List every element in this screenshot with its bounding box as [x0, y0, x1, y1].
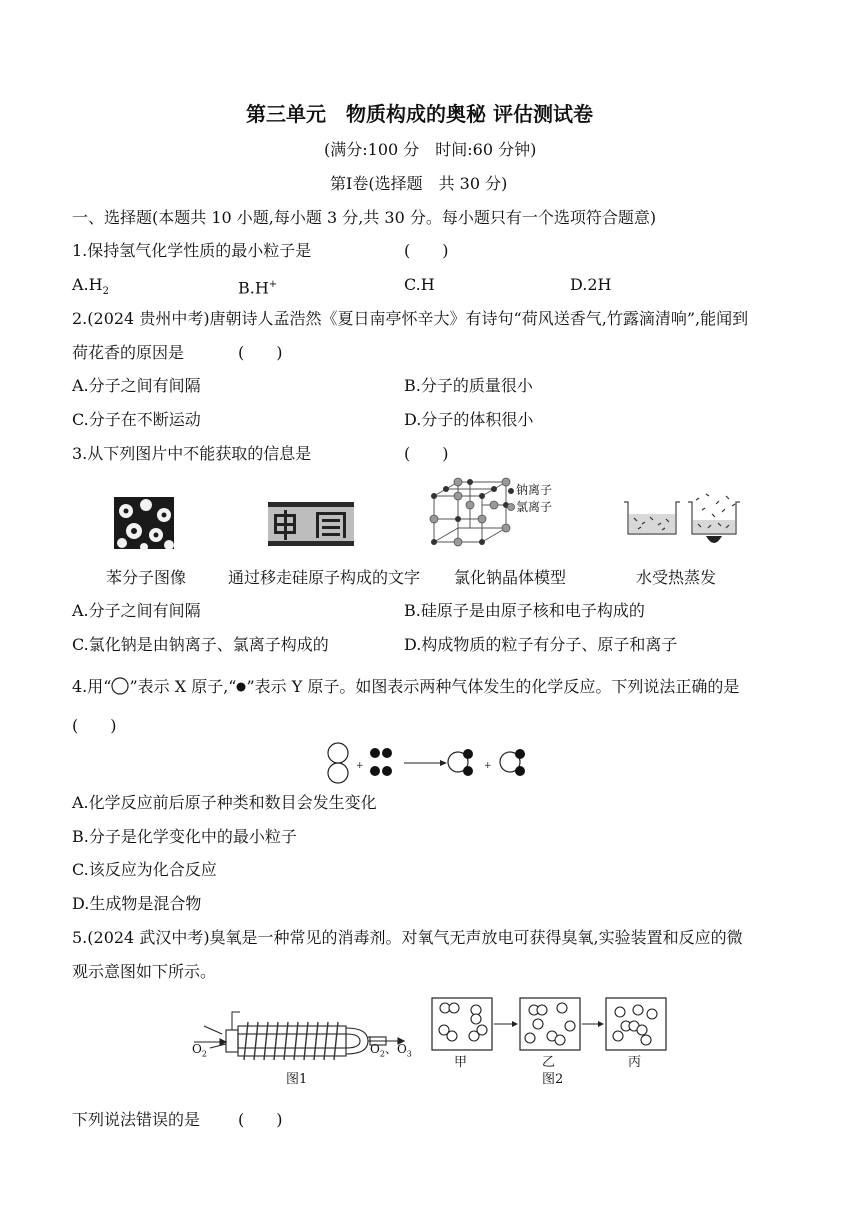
q2-option-a: A.分子之间有间隔: [72, 376, 201, 395]
q3-blank: ( ): [404, 444, 449, 463]
legend-na: 钠离子: [516, 483, 553, 497]
svg-text:+: +: [356, 761, 364, 771]
q5-input-label-sub: 2: [201, 1049, 207, 1059]
q2-blank: ( ): [238, 343, 283, 362]
q1-stem: 1.保持氢气化学性质的最小粒子是: [72, 241, 312, 260]
q4-option-a: A.化学反应前后原子种类和数目会发生变化: [72, 793, 377, 812]
q3-option-a: A.分子之间有间隔: [72, 601, 201, 620]
q5-stem-line2: 观示意图如下所示。: [72, 962, 217, 981]
q3-option-d: D.构成物质的粒子有分子、原子和离子: [404, 635, 678, 654]
water-evaporation-image: [622, 490, 746, 552]
q1-option-b: [238, 275, 277, 298]
q3-caption-4: 水受热蒸发: [636, 568, 717, 587]
page-title: 第三单元 物质构成的奥秘 评估测试卷: [246, 102, 593, 126]
q1-option-b-sup: +: [268, 279, 278, 290]
q2-stem-line1: 2.(2024 贵州中考)唐朝诗人孟浩然《夏日南亭怀辛大》有诗句“荷风送香气,竹露滴清响”,能闻到: [72, 309, 749, 328]
q4-option-c: C.该反应为化合反应: [72, 860, 217, 879]
legend-cl: 氯离子: [516, 500, 553, 514]
q3-caption-3: 氯化钠晶体模型: [454, 568, 567, 587]
q5-stem-line1: 5.(2024 武汉中考)臭氧是一种常见的消毒剂。对氧气无声放电可获得臭氧,实验装置和反应的微: [72, 928, 743, 947]
q5-box-label-2: 乙: [542, 1055, 556, 1070]
legend-markers: [507, 487, 515, 513]
q5-box-label-3: 丙: [628, 1055, 642, 1070]
q1-option-a-sub: 2: [102, 286, 109, 298]
q4-reaction-diagram: [326, 742, 532, 784]
q2-option-b: B.分子的质量很小: [404, 376, 533, 395]
q1-option-d: D.2H: [570, 275, 612, 294]
nacl-crystal-model: [432, 480, 512, 544]
svg-text:+: +: [484, 761, 492, 771]
q4-blank: ( ): [72, 716, 117, 735]
q3-caption-1: 苯分子图像: [106, 568, 187, 587]
q2-stem-line2: 荷花香的原因是: [72, 343, 185, 362]
q5-blank: ( ): [238, 1110, 283, 1129]
q4-option-d: D.生成物是混合物: [72, 894, 202, 913]
benzene-molecule-image: [114, 497, 174, 549]
q5-output-a: O: [370, 1042, 380, 1056]
q5-output-label: [370, 1042, 412, 1061]
q2-option-c: C.分子在不断运动: [72, 410, 201, 429]
q5-input-label-text: O: [192, 1042, 202, 1056]
q5-question-tail: 下列说法错误的是: [72, 1110, 201, 1129]
x-atom-icon: [111, 677, 129, 695]
q5-fig2-caption: 图2: [542, 1072, 564, 1087]
q4-option-b: B.分子是化学变化中的最小粒子: [72, 827, 297, 846]
q5-output-b-sub: 3: [406, 1049, 412, 1059]
q4-stem: [72, 677, 739, 697]
q1-option-c: C.H: [404, 275, 435, 294]
section-heading: 第Ⅰ卷(选择题 共 30 分): [330, 174, 508, 193]
q3-caption-2: 通过移走硅原子构成的文字: [228, 568, 421, 587]
q4-stem-pre: 4.用“: [72, 677, 112, 696]
q4-stem-post: ”表示 Y 原子。如图表示两种气体发生的化学反应。下列说法正确的是: [246, 677, 740, 696]
q5-box-label-1: 甲: [454, 1055, 468, 1070]
q1-option-a-text: A.H: [72, 275, 103, 294]
silicon-atom-text-image: [268, 502, 354, 546]
q5-fig1-caption: 图1: [286, 1072, 308, 1087]
q3-option-c: C.氯化钠是由钠离子、氯离子构成的: [72, 635, 329, 654]
part1-intro: 一、选择题(本题共 10 小题,每小题 3 分,共 30 分。每小题只有一个选项符合题意): [72, 208, 657, 227]
q2-option-d: D.分子的体积很小: [404, 410, 534, 429]
q5-input-label: [192, 1042, 207, 1061]
q5-output-a-sub: 2: [379, 1049, 385, 1059]
q3-stem: 3.从下列图片中不能获取的信息是: [72, 444, 312, 463]
q1-option-a: [72, 275, 109, 302]
q1-blank: ( ): [404, 241, 449, 260]
q5-micro-diagram: [430, 996, 670, 1052]
score-time-line: (满分:100 分 时间:60 分钟): [324, 140, 537, 159]
q1-option-b-text: B.H: [238, 278, 269, 298]
q3-option-b: B.硅原子是由原子核和电子构成的: [404, 601, 645, 620]
q5-output-sep: 、O: [384, 1042, 407, 1056]
q4-stem-mid: ”表示 X 原子,“: [129, 677, 237, 696]
y-atom-icon: [236, 681, 246, 693]
